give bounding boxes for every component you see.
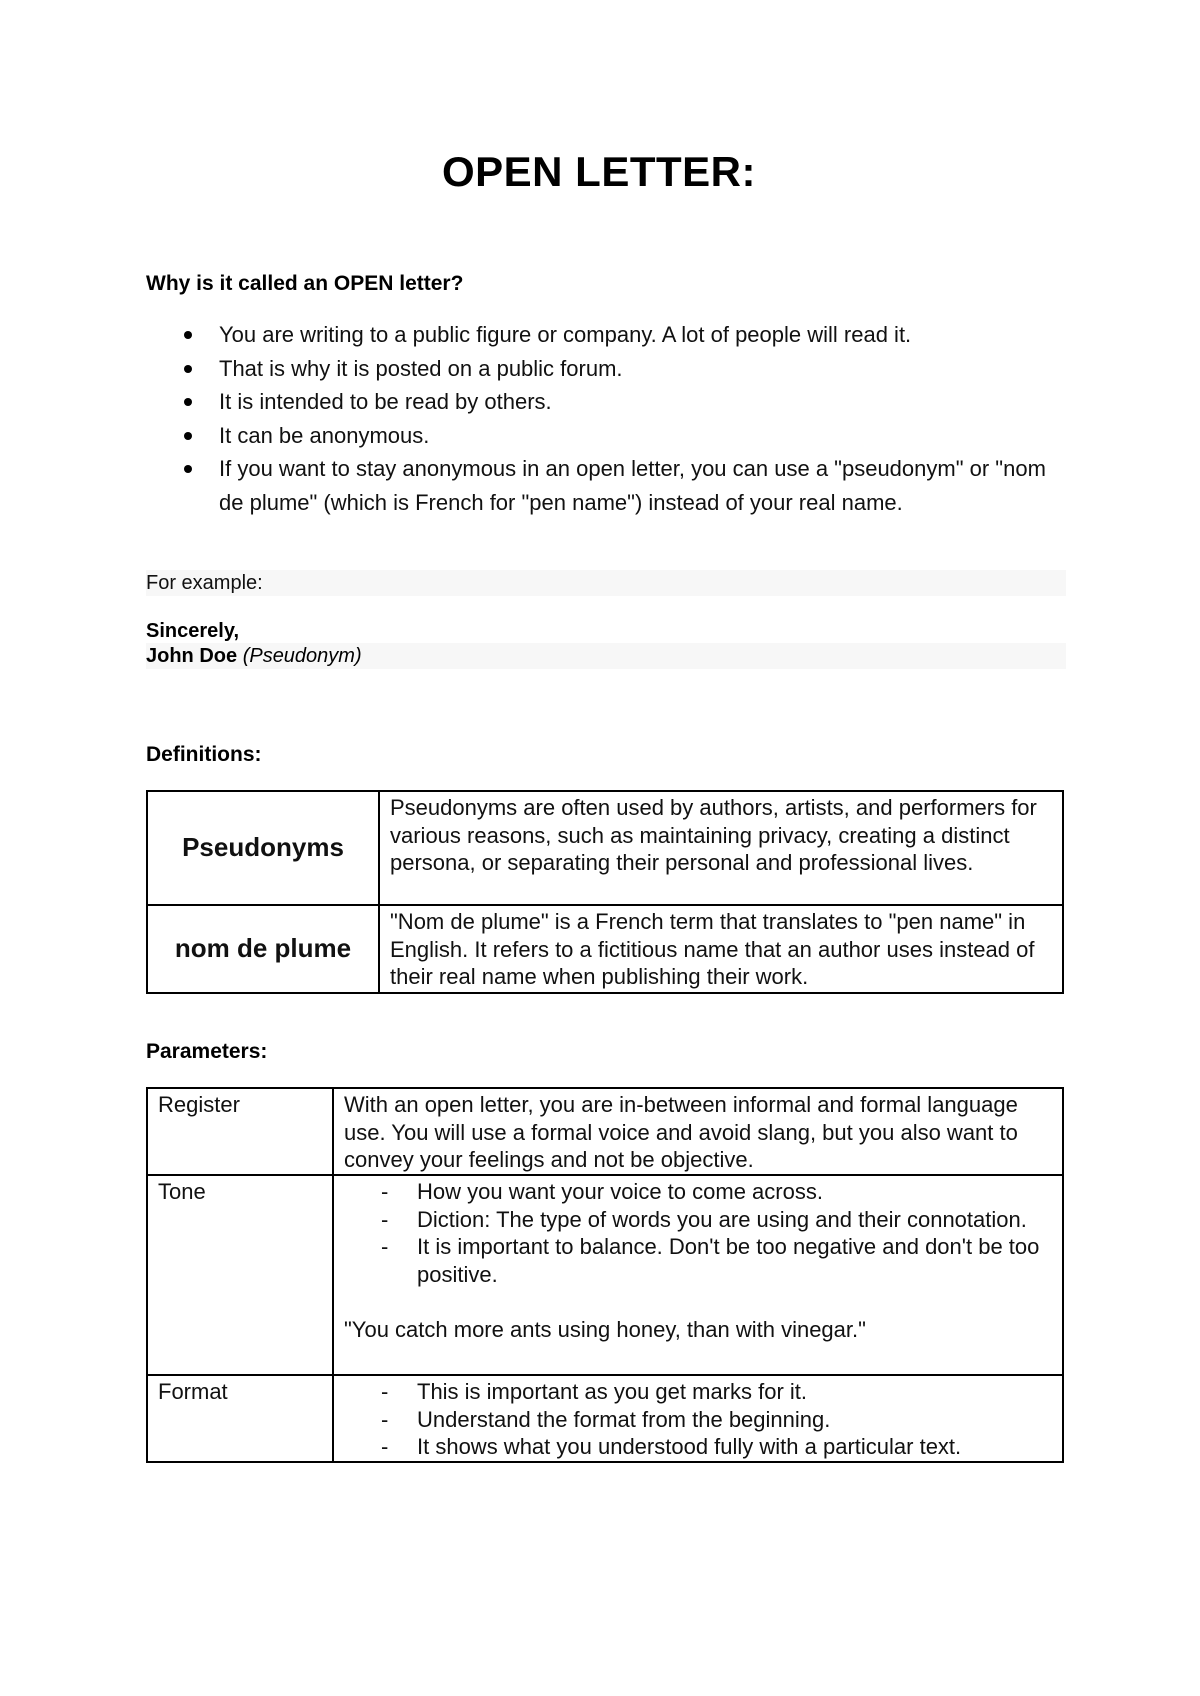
parameter-text: With an open letter, you are in-between informal and formal language use. You will use a formal voice and avoid slang, but you also want to convey your feelings and not be objective. xyxy=(333,1088,1063,1175)
definitions-heading: Definitions: xyxy=(146,743,262,766)
dash-icon: - xyxy=(381,1206,389,1232)
bullet-text: You are writing to a public figure or company. A lot of people will read it. xyxy=(219,322,912,347)
table-row xyxy=(147,791,1063,905)
definition-term: nom de plume xyxy=(147,905,379,993)
bullet-item xyxy=(146,452,1066,519)
example-label: For example: xyxy=(146,572,263,594)
parameter-cell xyxy=(333,1375,1063,1462)
list-item xyxy=(344,1233,1052,1288)
definition-text: Pseudonyms are often used by authors, artists, and performers for various reasons, such as maintaining privacy, creating a distinct persona, or separating their personal and professional lives. xyxy=(379,791,1063,905)
list-item-text: Understand the format from the beginning. xyxy=(417,1406,831,1432)
bullet-item xyxy=(146,419,1066,453)
list-item xyxy=(344,1433,1052,1461)
dash-icon: - xyxy=(381,1406,389,1432)
list-item-text: It is important to balance. Don't be too negative and don't be too positive. xyxy=(417,1234,1040,1287)
parameter-label: Register xyxy=(147,1088,333,1175)
dash-icon: - xyxy=(381,1179,389,1204)
bullet-dot-icon xyxy=(184,398,192,406)
dash-icon: - xyxy=(381,1434,389,1459)
bullet-text: That is why it is posted on a public forum. xyxy=(219,355,623,381)
table-row xyxy=(147,1375,1063,1462)
bullet-item xyxy=(146,385,1066,419)
definition-term: Pseudonyms xyxy=(147,791,379,905)
document-title: OPEN LETTER: xyxy=(441,148,756,195)
bullet-text: It can be anonymous. xyxy=(219,422,430,448)
table-row xyxy=(147,1175,1063,1375)
table-row xyxy=(147,905,1063,993)
dash-icon: - xyxy=(381,1234,389,1259)
table-row xyxy=(147,1088,1063,1175)
why-open-heading: Why is it called an OPEN letter? xyxy=(146,272,464,295)
format-points-list xyxy=(344,1378,1052,1461)
list-item-text: This is important as you get marks for it. xyxy=(417,1379,808,1404)
list-item xyxy=(344,1178,1052,1206)
bullet-text: It is intended to be read by others. xyxy=(219,389,552,414)
why-open-bullet-list xyxy=(146,318,1066,519)
bullet-item xyxy=(146,318,1066,352)
parameters-heading: Parameters: xyxy=(146,1040,268,1063)
definition-text: "Nom de plume" is a French term that translates to "pen name" in English. It refers to a fictitious name that an author uses instead of their real name when publishing their work. xyxy=(379,905,1063,993)
bullet-dot-icon xyxy=(184,465,192,473)
list-item-text: It shows what you understood fully with a particular text. xyxy=(417,1434,962,1459)
bullet-text: If you want to stay anonymous in an open letter, you can use a "pseudonym" or "nom de plume" (which is French for "pen name") instead of your real name. xyxy=(219,456,1046,515)
list-item xyxy=(344,1378,1052,1406)
example-highlight xyxy=(146,570,1066,596)
list-item xyxy=(344,1206,1052,1234)
bullet-dot-icon xyxy=(184,331,192,339)
list-item xyxy=(344,1406,1052,1434)
signature-name-line xyxy=(146,645,362,668)
signature-name: John Doe xyxy=(146,645,238,667)
bullet-dot-icon xyxy=(184,432,192,440)
parameter-label: Tone xyxy=(147,1175,333,1375)
parameters-table xyxy=(146,1087,1064,1463)
tone-quote: "You catch more ants using honey, than with vinegar." xyxy=(344,1317,866,1342)
dash-icon: - xyxy=(381,1379,389,1404)
definitions-table xyxy=(146,790,1064,994)
bullet-item xyxy=(146,352,1066,386)
bullet-dot-icon xyxy=(184,365,192,373)
list-item-text: How you want your voice to come across. xyxy=(417,1179,823,1204)
signature-note: (Pseudonym) xyxy=(242,645,362,667)
parameter-cell xyxy=(333,1175,1063,1375)
tone-points-list xyxy=(344,1178,1052,1288)
signature-closing: Sincerely, xyxy=(146,620,240,642)
list-item-text: Diction: The type of words you are using and their connotation. xyxy=(417,1206,1027,1232)
parameter-label: Format xyxy=(147,1375,333,1462)
